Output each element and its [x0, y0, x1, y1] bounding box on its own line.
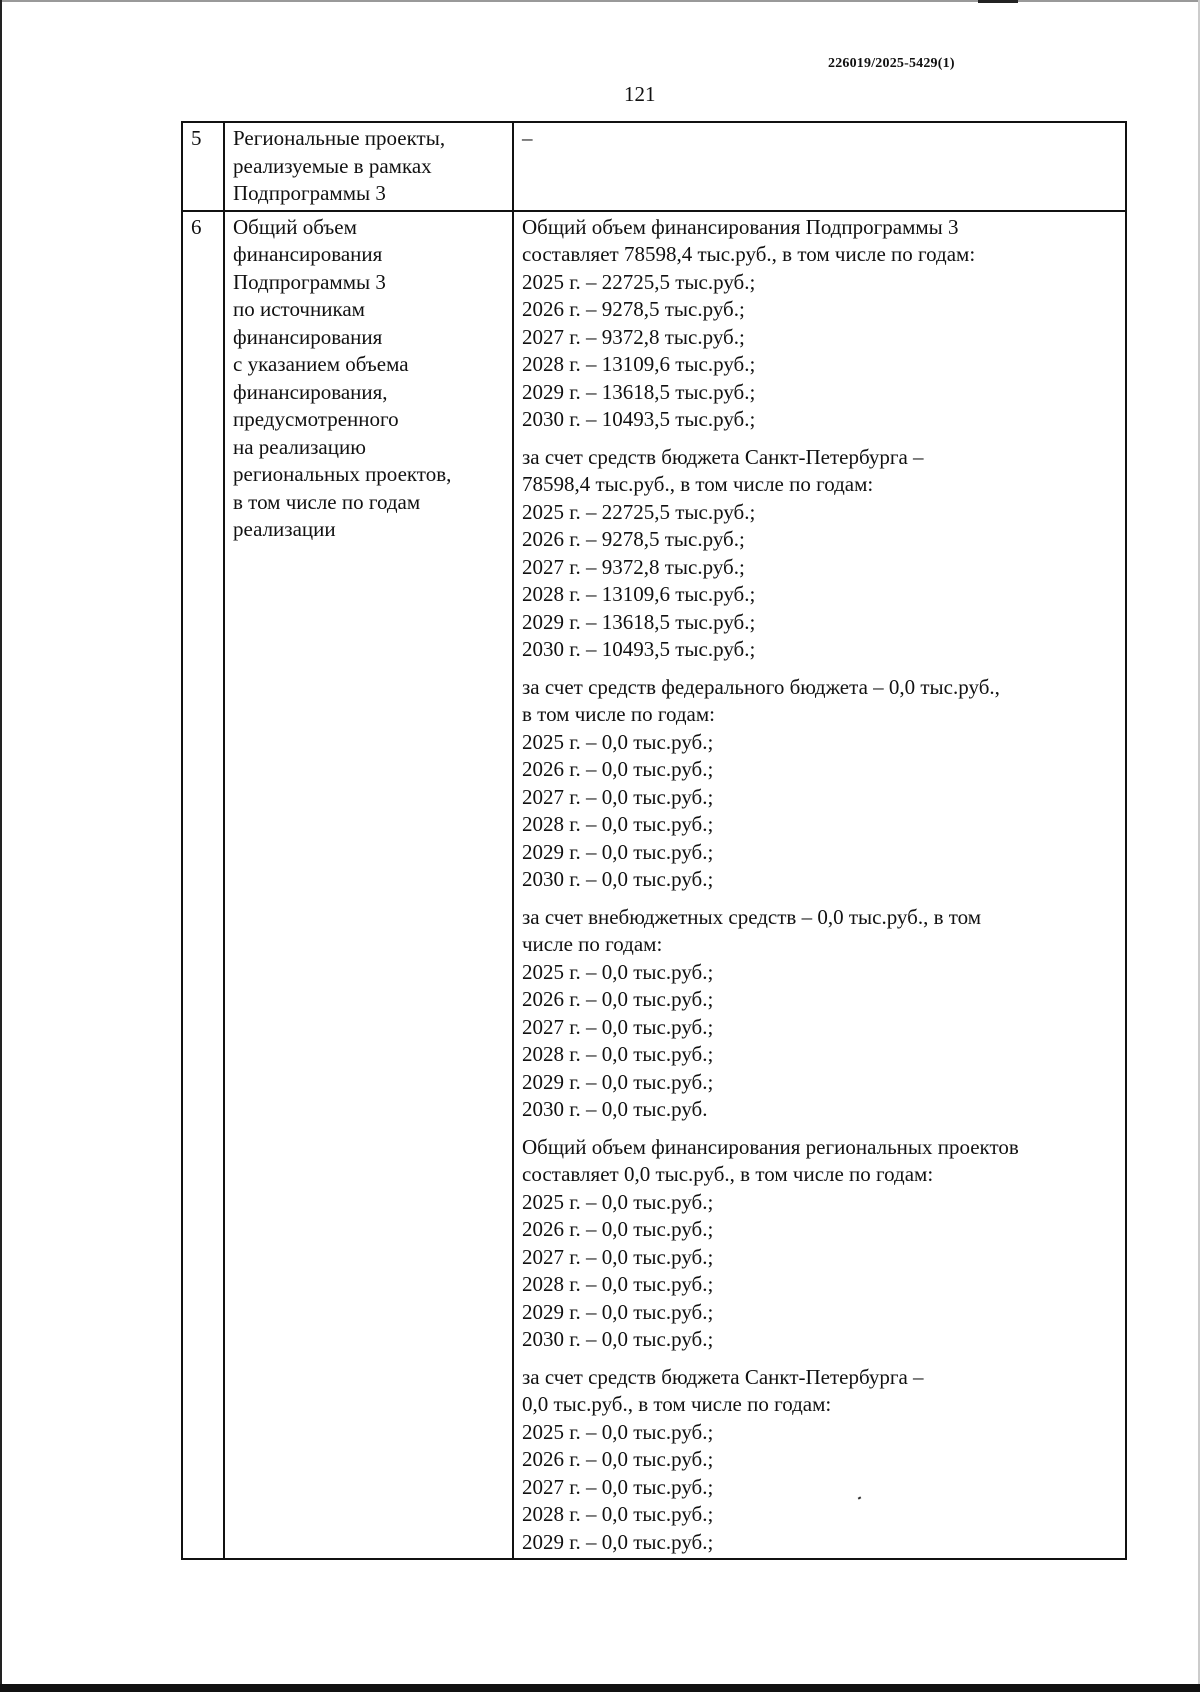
financing-block [522, 1134, 1117, 1354]
financing-line: 2028 г. – 13109,6 тыс.руб.; [522, 582, 756, 606]
financing-line: 2025 г. – 0,0 тыс.руб.; [522, 1419, 714, 1444]
financing-table [181, 121, 1127, 1560]
financing-line: 2026 г. – 9278,5 тыс.руб.; [522, 297, 745, 321]
financing-line: числе по годам: [522, 932, 663, 956]
financing-line: 2027 г. – 0,0 тыс.руб.; [522, 1014, 714, 1039]
financing-line: 2028 г. – 0,0 тыс.руб.; [522, 1502, 714, 1526]
row-label [224, 122, 513, 211]
financing-line: Общий объем финансирования региональных проектов [522, 1134, 1019, 1159]
label-line: реализуемые в рамках [233, 153, 432, 178]
scan-edge-left [0, 0, 2, 1692]
scan-edge-bottom [0, 1684, 1200, 1692]
row-label [224, 211, 513, 1560]
label-line: Региональные проекты, [233, 126, 446, 150]
financing-line: 2025 г. – 0,0 тыс.руб.; [522, 729, 714, 754]
financing-line: Общий объем финансирования Подпрограммы 3 [522, 214, 959, 239]
financing-line: 2029 г. – 13618,5 тыс.руб.; [522, 379, 756, 404]
financing-line: 2029 г. – 13618,5 тыс.руб.; [522, 609, 756, 634]
label-line: на реализацию [233, 434, 366, 459]
financing-line: 2026 г. – 0,0 тыс.руб.; [522, 1217, 714, 1241]
label-line: реализации [233, 517, 336, 541]
financing-line: 78598,4 тыс.руб., в том числе по годам: [522, 472, 874, 496]
financing-line: 2025 г. – 0,0 тыс.руб.; [522, 959, 714, 984]
label-line: предусмотренного [233, 407, 399, 431]
financing-block [522, 1364, 1117, 1557]
financing-block [522, 444, 1117, 664]
financing-block [522, 674, 1117, 894]
financing-line: 2027 г. – 9372,8 тыс.руб.; [522, 554, 745, 579]
financing-line: за счет средств бюджета Санкт-Петербурга – [522, 1364, 924, 1389]
financing-line: 2029 г. – 0,0 тыс.руб.; [522, 1069, 714, 1094]
financing-line: 2026 г. – 0,0 тыс.руб.; [522, 987, 714, 1011]
label-line: финансирования, [233, 379, 388, 404]
financing-line: за счет средств бюджета Санкт-Петербурга – [522, 444, 924, 469]
label-line: в том числе по годам [233, 489, 421, 514]
financing-line: 2028 г. – 0,0 тыс.руб.; [522, 1272, 714, 1296]
empty-value-dash: – [522, 126, 533, 150]
scan-edge-top [0, 0, 1200, 2]
financing-line: 2027 г. – 0,0 тыс.руб.; [522, 1474, 714, 1499]
document-id: 226019/2025-5429(1) [828, 56, 955, 71]
financing-line: 2030 г. – 10493,5 тыс.руб.; [522, 407, 756, 431]
row-number: 6 [182, 211, 224, 1560]
financing-line: 2028 г. – 13109,6 тыс.руб.; [522, 352, 756, 376]
financing-line: 2025 г. – 22725,5 тыс.руб.; [522, 499, 756, 524]
financing-line: 2030 г. – 10493,5 тыс.руб.; [522, 637, 756, 661]
financing-line: 2030 г. – 0,0 тыс.руб.; [522, 1327, 714, 1351]
financing-line: 2026 г. – 0,0 тыс.руб.; [522, 1447, 714, 1471]
label-line: Подпрограммы 3 [233, 181, 386, 205]
financing-line: 2026 г. – 9278,5 тыс.руб.; [522, 527, 745, 551]
financing-block [522, 904, 1117, 1124]
label-line: по источникам [233, 297, 365, 321]
financing-line: 2028 г. – 0,0 тыс.руб.; [522, 812, 714, 836]
label-line: Общий объем [233, 214, 357, 239]
financing-block [522, 214, 1117, 434]
financing-line: в том числе по годам: [522, 702, 715, 726]
table-row [182, 122, 1126, 211]
page-number: 121 [624, 82, 656, 106]
label-line: с указанием объема [233, 352, 409, 376]
financing-line: 2030 г. – 0,0 тыс.руб. [522, 1097, 708, 1121]
financing-line: 2029 г. – 0,0 тыс.руб.; [522, 1529, 714, 1554]
financing-line: 2025 г. – 0,0 тыс.руб.; [522, 1189, 714, 1214]
table-row [182, 211, 1126, 1560]
financing-line: 2026 г. – 0,0 тыс.руб.; [522, 757, 714, 781]
financing-line: 0,0 тыс.руб., в том числе по годам: [522, 1392, 832, 1416]
label-line: финансирования [233, 242, 383, 266]
financing-line: составляет 0,0 тыс.руб., в том числе по годам: [522, 1162, 934, 1186]
row-value [513, 122, 1126, 211]
financing-line: 2027 г. – 0,0 тыс.руб.; [522, 1244, 714, 1269]
row-number: 5 [182, 122, 224, 211]
financing-line: 2028 г. – 0,0 тыс.руб.; [522, 1042, 714, 1066]
financing-line: 2029 г. – 0,0 тыс.руб.; [522, 1299, 714, 1324]
label-line: Подпрограммы 3 [233, 269, 386, 294]
label-line: финансирования [233, 324, 383, 349]
financing-line: 2027 г. – 9372,8 тыс.руб.; [522, 324, 745, 349]
financing-line: 2030 г. – 0,0 тыс.руб.; [522, 867, 714, 891]
financing-line: 2029 г. – 0,0 тыс.руб.; [522, 839, 714, 864]
financing-line: 2025 г. – 22725,5 тыс.руб.; [522, 269, 756, 294]
financing-line: 2027 г. – 0,0 тыс.руб.; [522, 784, 714, 809]
financing-line: за счет средств федерального бюджета – 0,0 тыс.руб., [522, 674, 1000, 699]
label-line: региональных проектов, [233, 462, 452, 486]
scan-mark [978, 0, 1018, 3]
financing-line: за счет внебюджетных средств – 0,0 тыс.руб., в том [522, 904, 982, 929]
financing-line: составляет 78598,4 тыс.руб., в том числе по годам: [522, 242, 976, 266]
row-value [513, 211, 1126, 1560]
